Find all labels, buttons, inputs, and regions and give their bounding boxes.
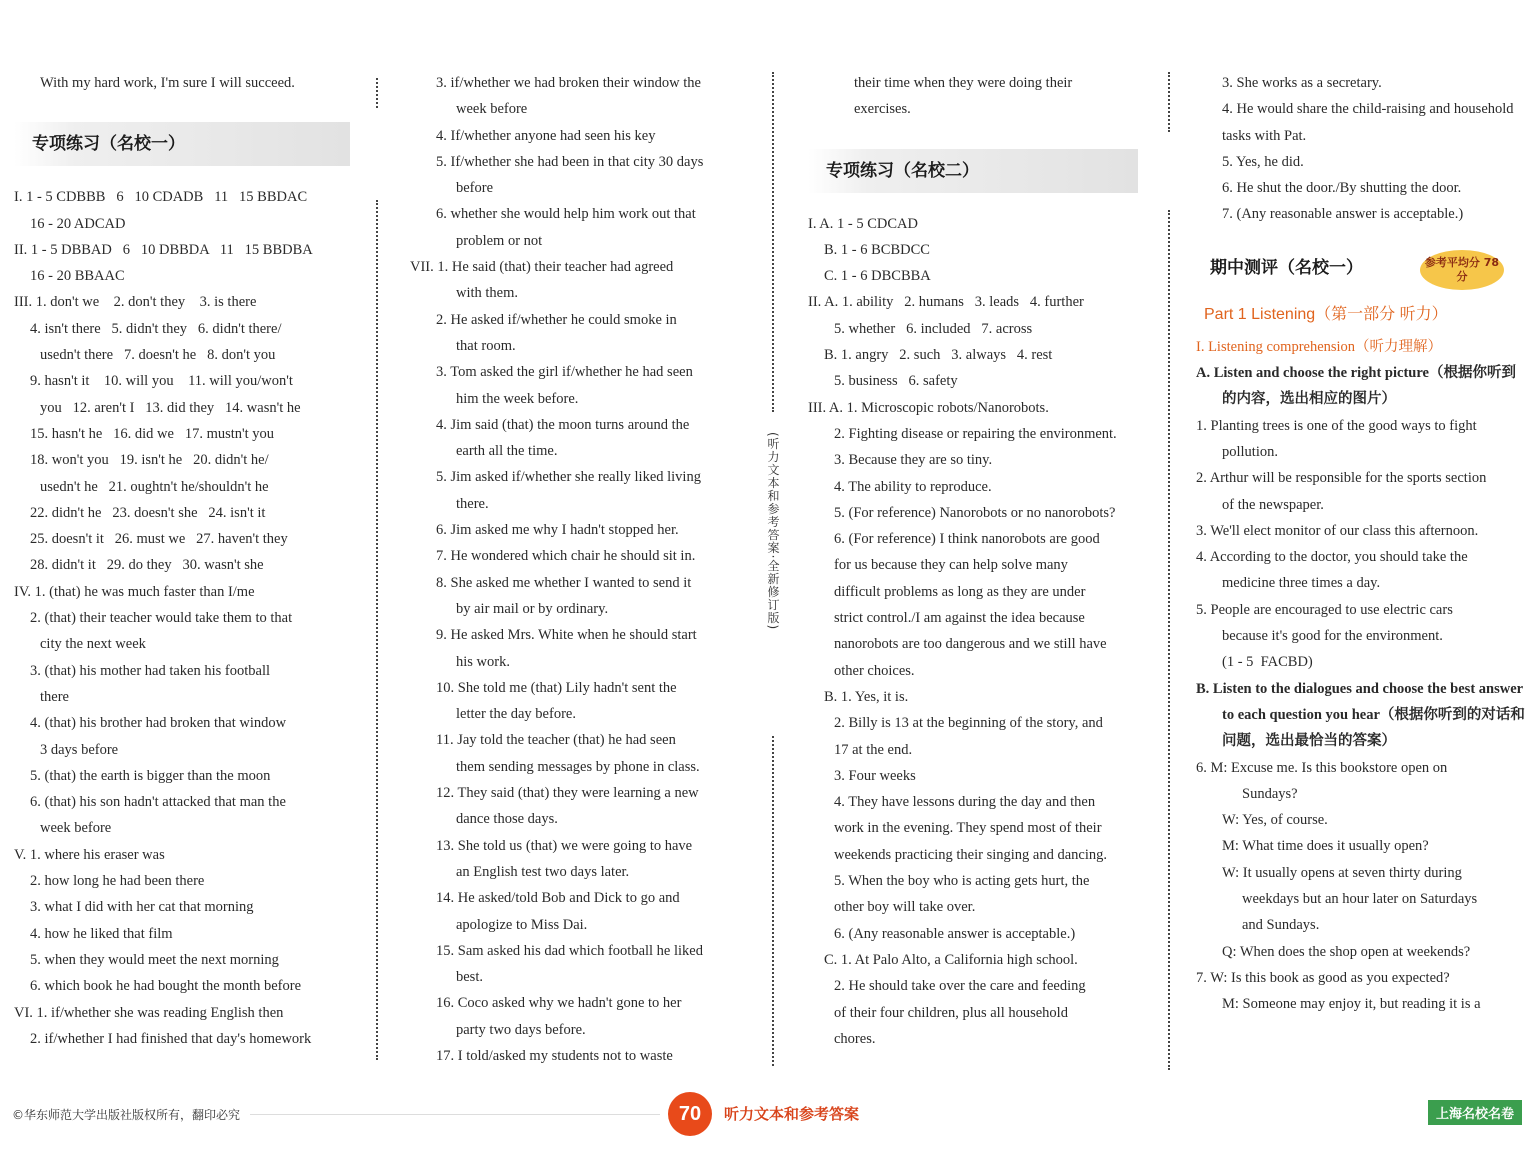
divider	[1168, 210, 1170, 1070]
text-line: usedn't there 7. doesn't he 8. don't you	[40, 347, 276, 364]
text-line: tasks with Pat.	[1222, 127, 1307, 144]
text-line: there.	[456, 495, 489, 512]
text-line: other choices.	[834, 662, 915, 679]
text-line: C. 1. At Palo Alto, a California high school.	[824, 951, 1078, 968]
text-line: 15. Sam asked his dad which football he liked	[436, 942, 703, 959]
text-line: 5. If/whether she had been in that city 30 days	[436, 153, 704, 170]
text-line: 5. People are encouraged to use electric cars	[1196, 601, 1453, 618]
text-line: because it's good for the environment.	[1222, 628, 1443, 645]
part-title: Part 1 Listening（第一部分 听力）	[1204, 305, 1448, 323]
side-vertical-title: (听力文本和参考答案·全新修订版)	[766, 432, 780, 631]
text-line: for us because they can help solve many	[834, 557, 1068, 574]
text-line: 5. (that) the earth is bigger than the moon	[30, 767, 271, 784]
text-line: 11. Jay told the teacher (that) he had seen	[436, 732, 676, 749]
text-line: VII. 1. He said (that) their teacher had agreed	[410, 259, 674, 276]
text-line: A. Listen and choose the right picture（根据你听到	[1196, 365, 1516, 382]
text-line: 12. They said (that) they were learning a new	[436, 785, 699, 802]
text-line: exercises.	[854, 101, 911, 118]
text-line: IV. 1. (that) he was much faster than I/me	[14, 583, 255, 600]
text-line: 6. whether she would help him work out that	[436, 206, 696, 223]
answer-list	[808, 211, 1138, 1053]
text-line: B. 1. angry 2. such 3. always 4. rest	[824, 347, 1053, 364]
text-line: 5. Yes, he did.	[1222, 153, 1304, 170]
text-line: 4. According to the doctor, you should take the	[1196, 549, 1468, 566]
text-line: him the week before.	[456, 390, 579, 407]
text-line: 1. Planting trees is one of the good ways to fight	[1196, 417, 1477, 434]
text-line: I. A. 1 - 5 CDCAD	[808, 215, 918, 232]
text-line: 2. Arthur will be responsible for the sports section	[1196, 470, 1487, 487]
text-line: M: What time does it usually open?	[1222, 838, 1429, 855]
text-line: M: Someone may enjoy it, but reading it is a	[1222, 996, 1481, 1013]
text-line: 2. how long he had been there	[30, 873, 205, 890]
text-line: 2. (that) their teacher would take them to that	[30, 610, 293, 627]
divider	[376, 200, 378, 1060]
text-line: 4. Jim said (that) the moon turns around the	[436, 416, 690, 433]
average-score-badge: 参考平均分 78分	[1420, 250, 1504, 290]
text-line: II. 1 - 5 DBBAD 6 10 DBBDA 11 15 BBDBA	[14, 241, 313, 258]
text-line: apologize to Miss Dai.	[456, 916, 588, 933]
text-line: 4. The ability to reproduce.	[834, 478, 992, 495]
text-line: 的内容，选出相应的图片）	[1222, 391, 1396, 408]
column-4	[1196, 70, 1530, 1018]
divider	[772, 736, 774, 1066]
text-line: week before	[456, 101, 528, 118]
text-line: 4. He would share the child-raising and household	[1222, 101, 1514, 118]
text-line: II. A. 1. ability 2. humans 3. leads 4. further	[808, 294, 1084, 311]
text-line: and Sundays.	[1242, 917, 1320, 934]
text-line: 25. doesn't it 26. must we 27. haven't they	[30, 531, 288, 548]
text-line: of their four children, plus all household	[834, 1004, 1068, 1021]
text-line: 6. which book he had bought the month before	[30, 978, 302, 995]
text-line: 17 at the end.	[834, 741, 913, 758]
text-line: I. 1 - 5 CDBBB 6 10 CDADB 11 15 BBDAC	[14, 189, 308, 206]
copyright-text: ©华东师范大学出版社版权所有，翻印必究	[12, 1108, 241, 1122]
text-line: strict control./I am against the idea because	[834, 610, 1085, 627]
text-line: 4. (that) his brother had broken that window	[30, 715, 287, 732]
text-line: by air mail or by ordinary.	[456, 600, 609, 617]
text-line: that room.	[456, 337, 516, 354]
text-line: 6. M: Excuse me. Is this bookstore open on	[1196, 759, 1448, 776]
text-line: C. 1 - 6 DBCBBA	[824, 268, 931, 285]
answer-list	[1196, 360, 1530, 1017]
text-line: to each question you hear（根据你听到的对话和	[1222, 706, 1525, 723]
text-line: usedn't he 21. oughtn't he/shouldn't he	[40, 478, 269, 495]
text-line: 6. (For reference) I think nanorobots are good	[834, 531, 1100, 548]
text-line: 6. (that) his son hadn't attacked that man the	[30, 794, 286, 811]
section-banner-midterm: 期中测评（名校一）	[1210, 257, 1363, 278]
text-line: his work.	[456, 653, 510, 670]
text-line: 4. how he liked that film	[30, 925, 173, 942]
text-line: 16. Coco asked why we hadn't gone to her	[436, 995, 682, 1012]
text-line: weekends practicing their singing and dancing.	[834, 846, 1108, 863]
text-line: W: Yes, of course.	[1222, 812, 1328, 829]
text-line: 22. didn't he 23. doesn't she 24. isn't it	[30, 504, 266, 521]
section-banner-mingxiao-1: 专项练习（名校一）	[14, 122, 350, 166]
text-line: 2. Fighting disease or repairing the environment.	[834, 425, 1117, 442]
text-line: you 12. aren't I 13. did they 14. wasn't he	[40, 399, 301, 416]
brand-label: 上海名校名卷	[1428, 1100, 1522, 1125]
text-line: 3. Because they are so tiny.	[834, 452, 993, 469]
text-line: 16 - 20 ADCAD	[30, 215, 126, 232]
text-line: chores.	[834, 1030, 876, 1047]
text-line: Q: When does the shop open at weekends?	[1222, 943, 1471, 960]
answer-list	[410, 70, 740, 1069]
text-line: 3. Tom asked the girl if/whether he had seen	[436, 364, 693, 381]
text-line: 9. He asked Mrs. White when he should start	[436, 627, 697, 644]
column-1	[14, 70, 350, 1052]
divider	[250, 1114, 660, 1115]
text-line: difficult problems as long as they are under	[834, 583, 1086, 600]
text-line: problem or not	[456, 232, 543, 249]
text-line: party two days before.	[456, 1021, 586, 1038]
divider	[772, 72, 774, 412]
text-line: 13. She told us (that) we were going to have	[436, 837, 693, 854]
text-line: 9. hasn't it 10. will you 11. will you/won't	[30, 373, 293, 390]
text-line: earth all the time.	[456, 443, 558, 460]
text-line: 2. He should take over the care and feeding	[834, 978, 1086, 995]
text-line: 3. She works as a secretary.	[1222, 75, 1382, 91]
text-line: 6. He shut the door./By shutting the door.	[1222, 180, 1462, 197]
text-line: III. 1. don't we 2. don't they 3. is there	[14, 294, 257, 311]
section-banner-mingxiao-2: 专项练习（名校二）	[808, 149, 1138, 193]
text-line: (1 - 5 FACBD)	[1222, 654, 1313, 671]
text-line: 2. Billy is 13 at the beginning of the story, and	[834, 715, 1103, 732]
text-line: 7. (Any reasonable answer is acceptable.)	[1222, 206, 1464, 223]
text-line: them sending messages by phone in class.	[456, 758, 700, 775]
text-line: Sundays?	[1242, 785, 1298, 802]
text-line: week before	[40, 820, 112, 837]
text-line: other boy will take over.	[834, 899, 976, 916]
text-line: city the next week	[40, 636, 146, 653]
column-2	[410, 70, 740, 1069]
text-line: 16 - 20 BBAAC	[30, 268, 125, 285]
footer-title: 听力文本和参考答案	[724, 1105, 860, 1123]
text-line: 7. W: Is this book as good as you expected?	[1196, 969, 1450, 986]
text-line: 5. (For reference) Nanorobots or no nanorobots?	[834, 504, 1116, 521]
answer-list	[14, 184, 350, 1052]
text-line: of the newspaper.	[1222, 496, 1324, 513]
text-line: 4. They have lessons during the day and then	[834, 794, 1096, 811]
text-line: 14. He asked/told Bob and Dick to go and	[436, 890, 680, 907]
text-line: 5. whether 6. included 7. across	[834, 320, 1033, 337]
text-line: W: It usually opens at seven thirty during	[1222, 864, 1462, 881]
text-line: 5. when they would meet the next morning	[30, 951, 279, 968]
text-line: 5. Jim asked if/whether she really liked living	[436, 469, 701, 486]
text-line: 3 days before	[40, 741, 119, 758]
text-line: 6. (Any reasonable answer is acceptable.)	[834, 925, 1076, 942]
text-line: 3. if/whether we had broken their window the	[436, 75, 701, 91]
text-line: 17. I told/asked my students not to waste	[436, 1047, 673, 1064]
text-line: 2. He asked if/whether he could smoke in	[436, 311, 677, 328]
text-line: 3. what I did with her cat that morning	[30, 899, 254, 916]
text-line: weekdays but an hour later on Saturdays	[1242, 891, 1478, 908]
text-line: 6. Jim asked me why I hadn't stopped her.	[436, 522, 679, 539]
text-line: their time when they were doing their	[854, 75, 1073, 91]
text-line: B. 1. Yes, it is.	[824, 688, 909, 705]
text-line: letter the day before.	[456, 706, 576, 723]
text-line: 5. When the boy who is acting gets hurt, the	[834, 873, 1090, 890]
text-line: 7. He wondered which chair he should sit in.	[436, 548, 696, 565]
text-line: an English test two days later.	[456, 863, 630, 880]
divider	[1168, 72, 1170, 132]
text-line: work in the evening. They spend most of their	[834, 820, 1102, 837]
text-line: nanorobots are too dangerous and we still have	[834, 636, 1107, 653]
text-line: III. A. 1. Microscopic robots/Nanorobots.	[808, 399, 1049, 416]
text-line: V. 1. where his eraser was	[14, 846, 165, 863]
text-line: 18. won't you 19. isn't he 20. didn't he/	[30, 452, 269, 469]
text-line: 3. We'll elect monitor of our class this afternoon.	[1196, 522, 1479, 539]
page-number: 70	[668, 1092, 712, 1136]
text-line: 8. She asked me whether I wanted to send it	[436, 574, 692, 591]
section-title: I. Listening comprehension（听力理解）	[1196, 338, 1443, 355]
column-3	[808, 70, 1138, 1052]
text-line: 4. isn't there 5. didn't they 6. didn't there/	[30, 320, 282, 337]
text-line: pollution.	[1222, 443, 1278, 460]
text-line: 问题，选出最恰当的答案）	[1222, 733, 1396, 750]
text-line: 4. If/whether anyone had seen his key	[436, 127, 656, 144]
divider	[376, 78, 378, 108]
text-line: before	[456, 180, 494, 197]
text-line: B. 1 - 6 BCBDCC	[824, 241, 930, 258]
text-line: 28. didn't it 29. do they 30. wasn't she	[30, 557, 264, 574]
text-line: 3. (that) his mother had taken his football	[30, 662, 271, 679]
text-line: 15. hasn't he 16. did we 17. mustn't you	[30, 425, 275, 442]
text-line: dance those days.	[456, 811, 558, 828]
text-line: 5. business 6. safety	[834, 373, 958, 390]
text-line: with them.	[456, 285, 519, 302]
text-line: best.	[456, 969, 483, 986]
text-line: B. Listen to the dialogues and choose the best answer	[1196, 680, 1524, 697]
text-line: medicine three times a day.	[1222, 575, 1381, 592]
text-line: With my hard work, I'm sure I will succeed.	[40, 75, 295, 91]
text-line: there	[40, 688, 69, 705]
text-line: 3. Four weeks	[834, 767, 916, 784]
text-line: 2. if/whether I had finished that day's homework	[30, 1030, 312, 1047]
text-line: VI. 1. if/whether she was reading English then	[14, 1004, 284, 1021]
text-line: 10. She told me (that) Lily hadn't sent the	[436, 679, 677, 696]
